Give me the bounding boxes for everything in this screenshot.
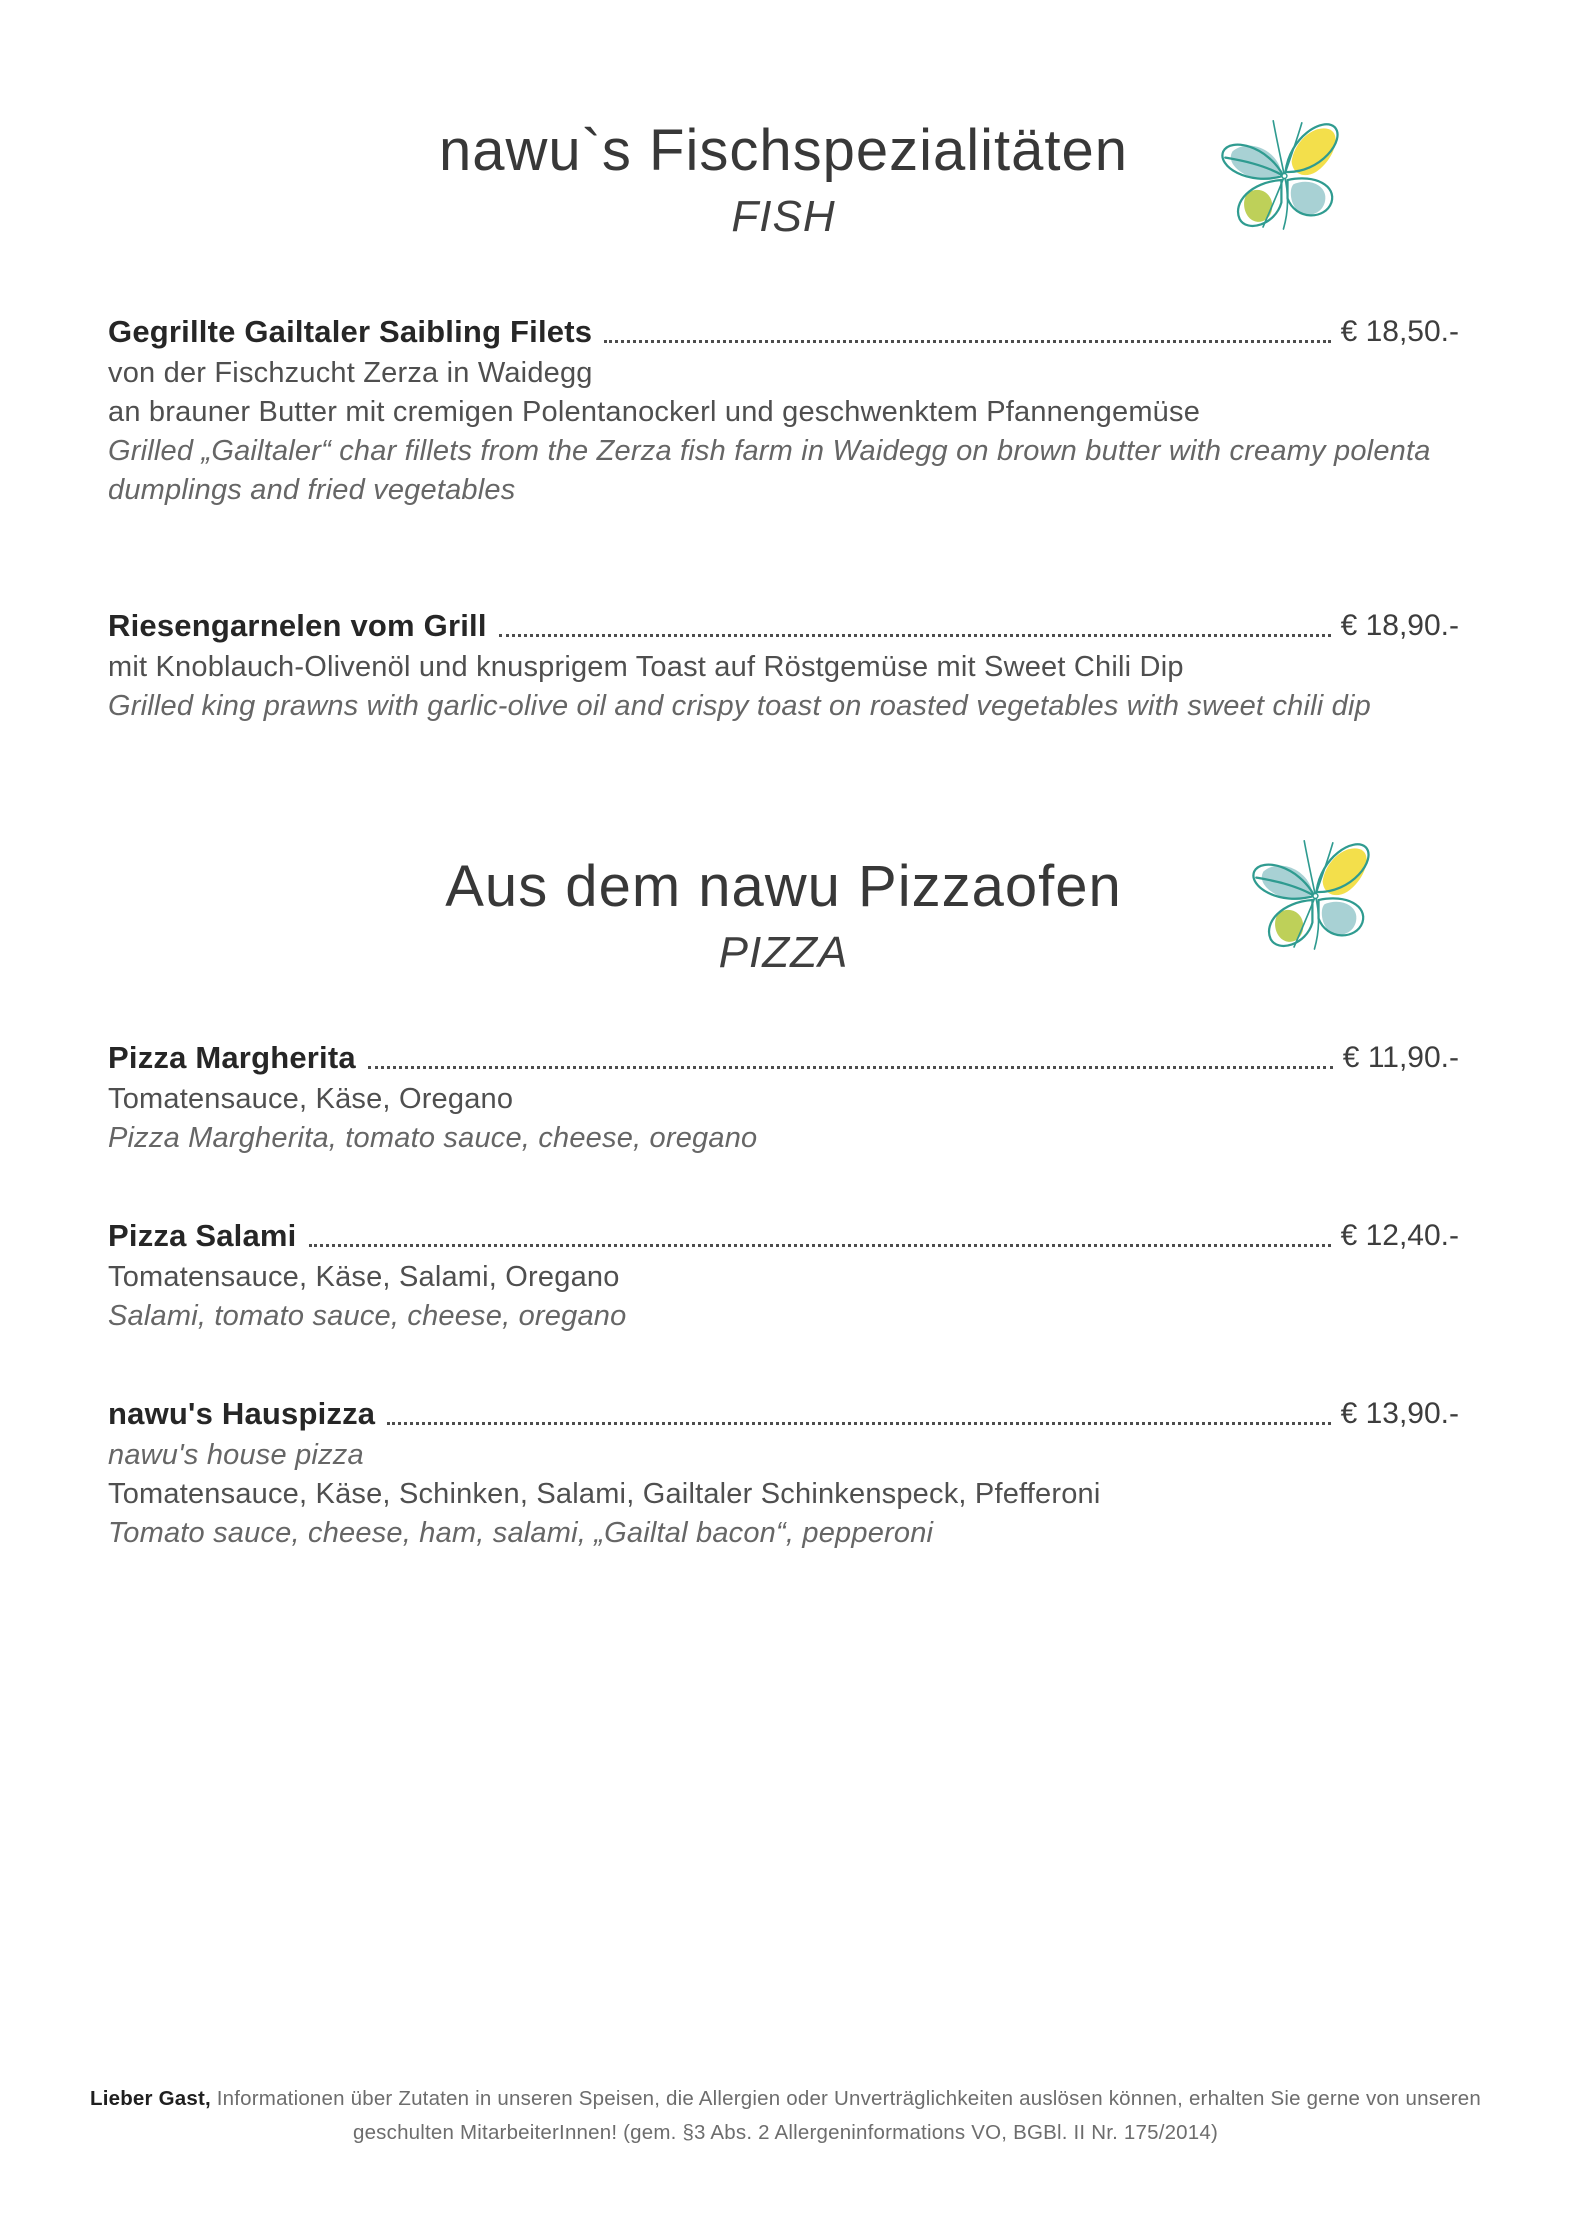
section-title: nawu`s Fischspezialitäten <box>438 118 1129 183</box>
item-desc-line: Grilled „Gailtaler“ char fillets from the Zerza fish farm in Waidegg on brown butter with creamy polenta dumplings and fried vegetables <box>108 435 1431 506</box>
section-subtitle: PIZZA <box>718 928 849 977</box>
item-description <box>108 1436 1459 1553</box>
item-price: € 13,90.- <box>1340 1397 1459 1430</box>
footer-text: Informationen über Zutaten in unseren Speisen, die Allergien oder Unverträglichkeiten auslösen können, erhalten Sie gerne von unseren geschulten MitarbeiterInnen! (gem. §3 Abs. 2 Allergeninformations VO, BGBl. II Nr. 175/2014) <box>210 2087 1481 2144</box>
item-name: Gegrillte Gailtaler Saibling Filets <box>108 314 593 349</box>
item-desc-line: Tomatensauce, Käse, Schinken, Salami, Gailtaler Schinkenspeck, Pfefferoni <box>108 1478 1101 1510</box>
menu-item <box>108 1038 1459 1158</box>
item-head <box>108 1394 1459 1434</box>
butterfly-icon <box>1243 836 1391 960</box>
dotted-leader <box>604 340 1330 343</box>
item-head <box>108 312 1459 352</box>
item-desc-line: Pizza Margherita, tomato sauce, cheese, oregano <box>108 1122 758 1154</box>
fish-items <box>108 312 1459 726</box>
item-desc-line: Tomatensauce, Käse, Salami, Oregano <box>108 1261 620 1293</box>
dotted-leader <box>387 1422 1330 1425</box>
item-desc-line: Grilled king prawns with garlic-olive oil and crispy toast on roasted vegetables with sweet chili dip <box>108 690 1371 722</box>
footer-note <box>0 2082 1571 2150</box>
footer-salutation: Lieber Gast, <box>89 2087 211 2110</box>
item-description <box>108 1258 1459 1336</box>
item-desc-line: nawu's house pizza <box>108 1439 364 1471</box>
item-description <box>108 648 1459 726</box>
pizza-items <box>108 1038 1459 1553</box>
item-name: Pizza Margherita <box>108 1040 356 1075</box>
menu-item <box>108 312 1459 510</box>
item-description <box>108 1080 1459 1158</box>
dotted-leader <box>368 1066 1333 1069</box>
item-price: € 12,40.- <box>1340 1219 1459 1252</box>
menu-item <box>108 1216 1459 1336</box>
item-price: € 18,90.- <box>1340 609 1459 642</box>
item-price: € 18,50.- <box>1340 315 1459 348</box>
section-subtitle: FISH <box>731 192 836 241</box>
item-desc-line: Salami, tomato sauce, cheese, oregano <box>108 1300 627 1332</box>
item-description <box>108 354 1459 510</box>
butterfly-icon <box>1212 116 1360 240</box>
item-head <box>108 1216 1459 1256</box>
item-desc-line: Tomatensauce, Käse, Oregano <box>108 1083 514 1115</box>
item-desc-line: an brauner Butter mit cremigen Polentanockerl und geschwenktem Pfannengemüse <box>108 396 1201 428</box>
item-desc-line: von der Fischzucht Zerza in Waidegg <box>108 357 593 389</box>
item-name: Pizza Salami <box>108 1218 297 1253</box>
item-head <box>108 606 1459 646</box>
item-name: nawu's Hauspizza <box>108 1396 376 1431</box>
item-desc-line: mit Knoblauch-Olivenöl und knusprigem Toast auf Röstgemüse mit Sweet Chili Dip <box>108 651 1184 683</box>
dotted-leader <box>499 634 1331 637</box>
menu-item <box>108 1394 1459 1553</box>
section-title: Aus dem nawu Pizzaofen <box>445 854 1122 919</box>
item-name: Riesengarnelen vom Grill <box>108 608 487 643</box>
allergen-notice <box>78 2082 1493 2150</box>
dotted-leader <box>309 1244 1331 1247</box>
item-price: € 11,90.- <box>1342 1041 1459 1074</box>
item-desc-line: Tomato sauce, cheese, ham, salami, „Gailtal bacon“, pepperoni <box>108 1517 934 1549</box>
menu-item <box>108 606 1459 726</box>
item-head <box>108 1038 1459 1078</box>
